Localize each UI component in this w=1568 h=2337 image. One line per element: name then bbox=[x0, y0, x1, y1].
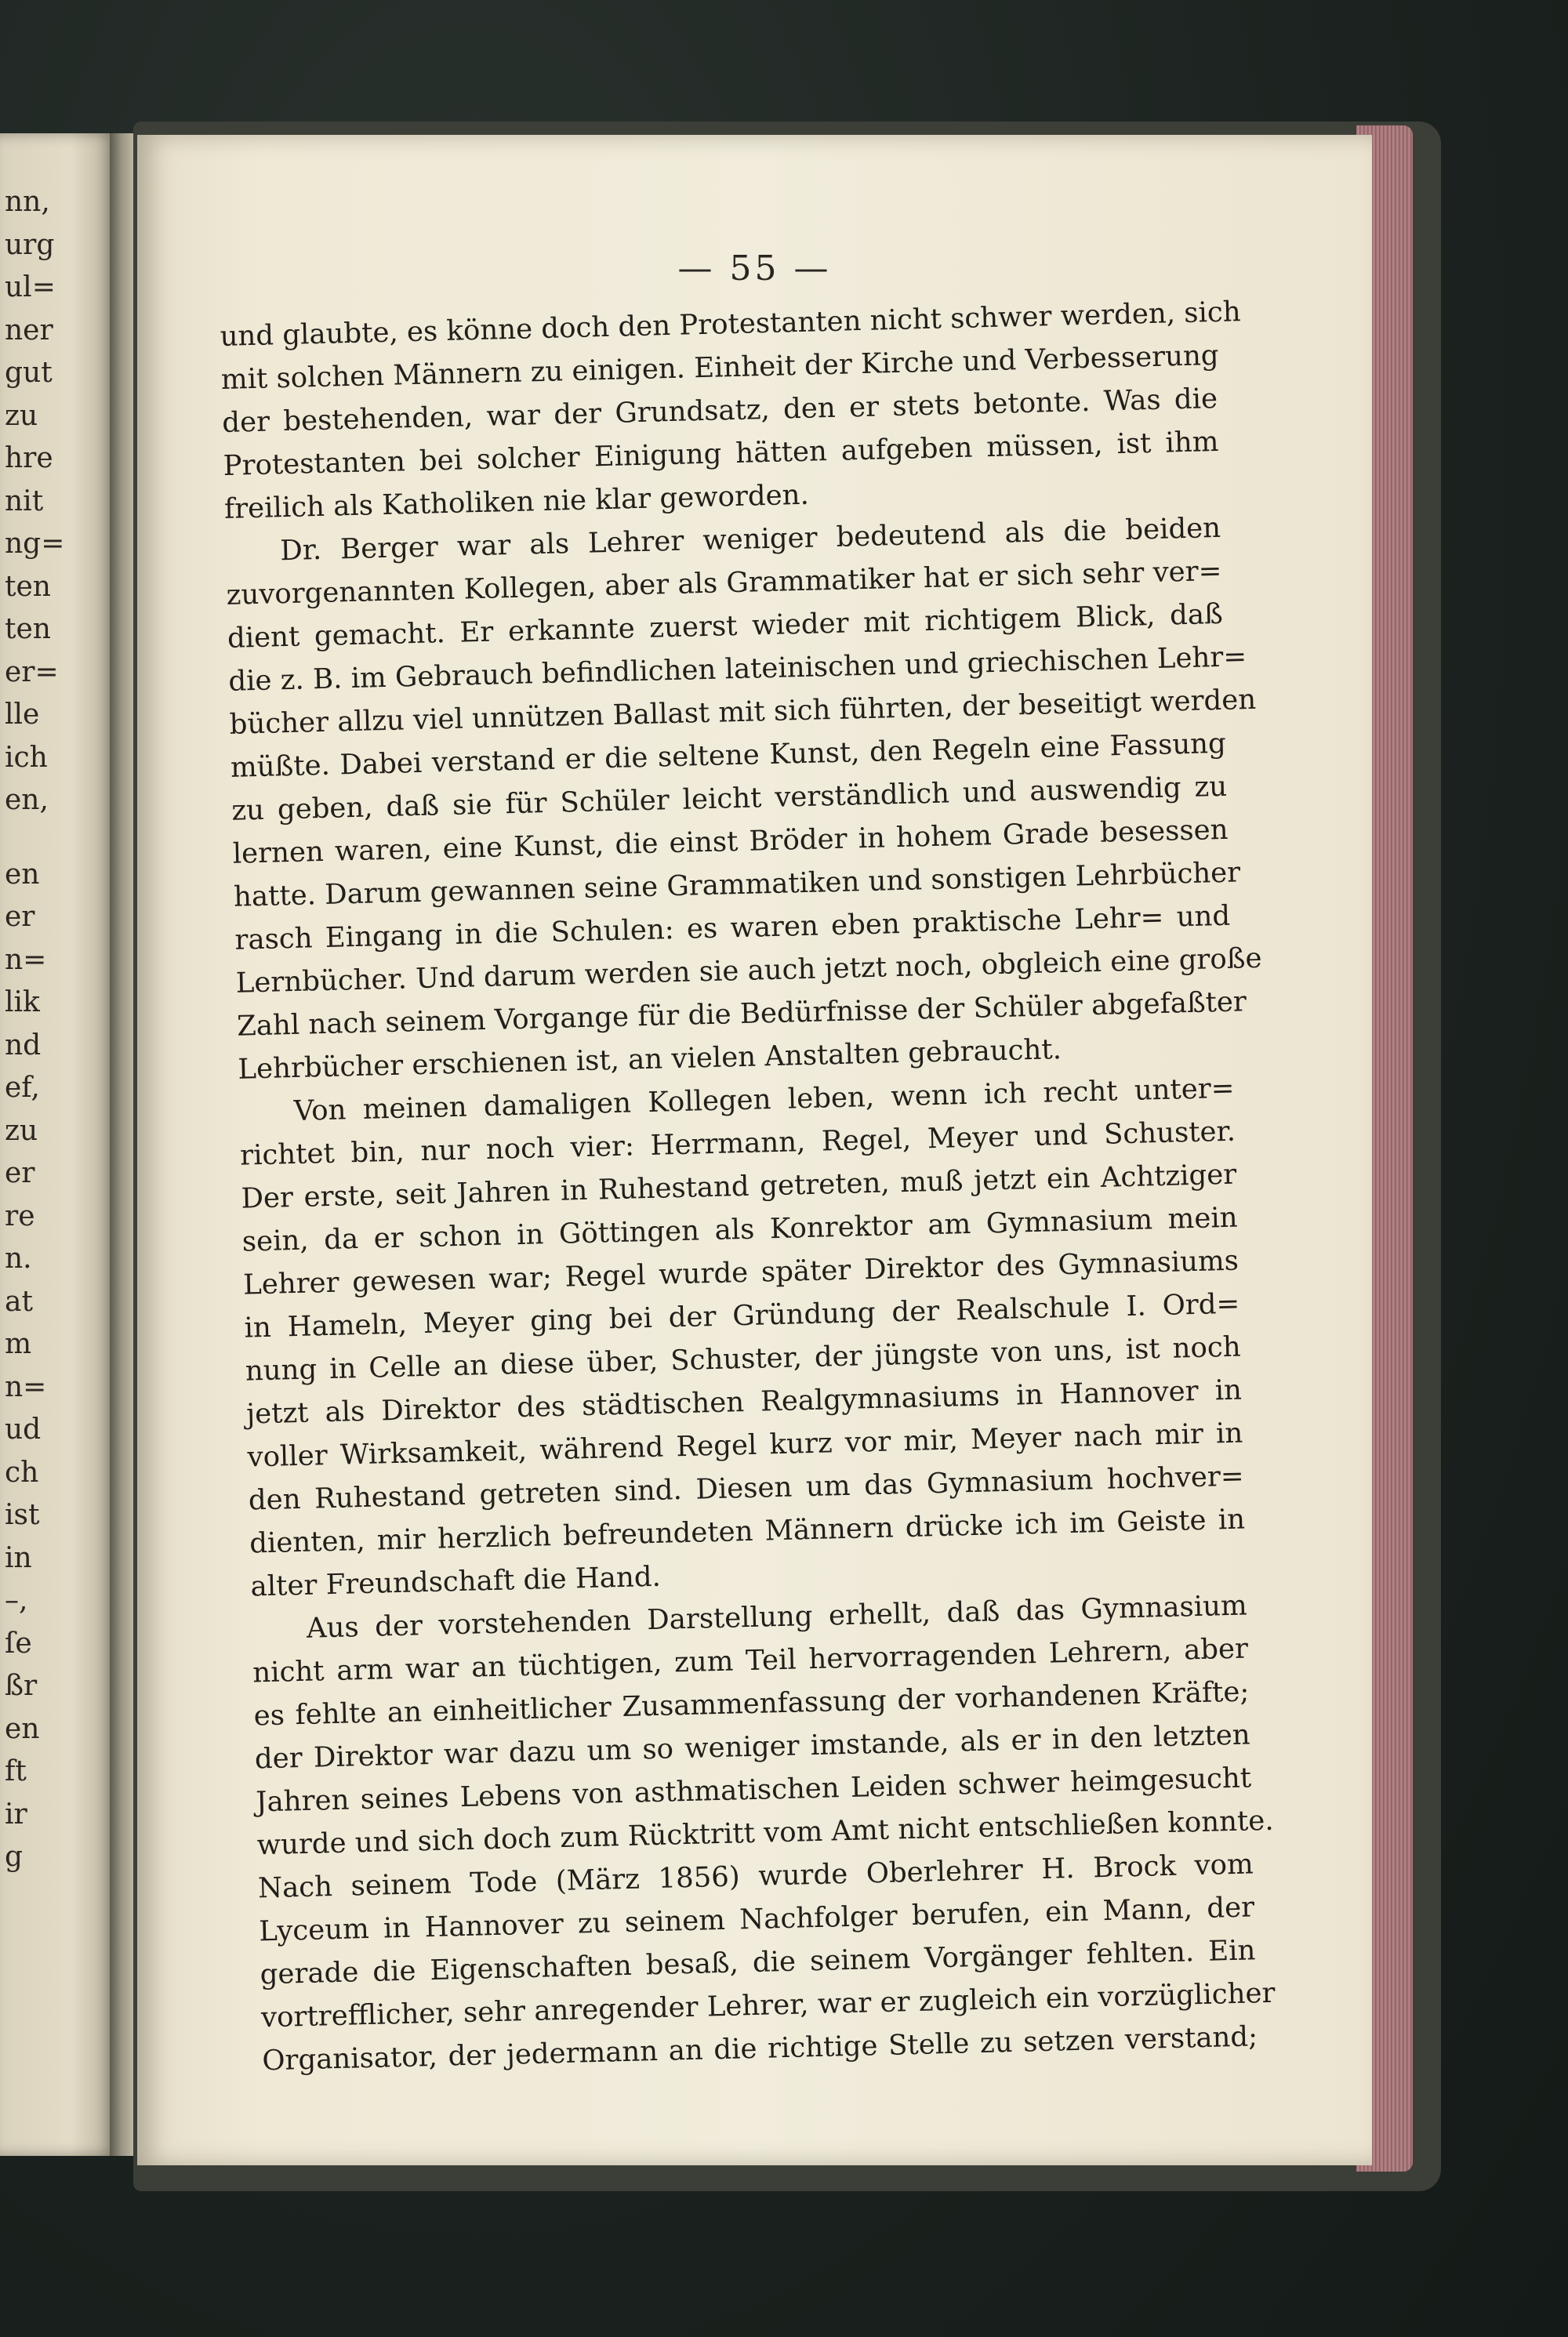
previous-page-fragment: lle bbox=[5, 699, 40, 731]
text-line: Der erste, seit Jahren in Ruhestand getreten, muß jetzt ein Achtziger bbox=[241, 1158, 1237, 1215]
previous-page-fragment: –, bbox=[5, 1584, 28, 1617]
text-line: rasch Eingang in die Schulen: es waren eben praktische Lehr= und bbox=[234, 899, 1231, 956]
body-text bbox=[220, 291, 1276, 2082]
text-line: Von meinen damaligen Kollegen leben, wenn ich recht unter= bbox=[293, 1072, 1235, 1127]
text-line: sein, da er schon in Göttingen als Konrektor am Gymnasium mein bbox=[241, 1201, 1239, 1258]
previous-page-fragment: ten bbox=[5, 570, 51, 603]
text-line: der Direktor war dazu um so weniger imstande, als er in den letzten bbox=[254, 1718, 1251, 1776]
previous-page-fragment: ir bbox=[5, 1798, 27, 1831]
previous-page-fragment: nd bbox=[5, 1029, 42, 1061]
text-line: gerade die Eigenschaften besaß, die seinem Vorgänger fehlten. Ein bbox=[260, 1934, 1256, 1991]
previous-page-fragment: ft bbox=[5, 1755, 27, 1787]
previous-page-fragment: ten bbox=[5, 613, 51, 645]
previous-page-fragment: hre bbox=[5, 442, 53, 474]
previous-page-fragment: nn, bbox=[5, 186, 50, 218]
previous-page-fragment: in bbox=[5, 1541, 32, 1574]
text-line: die z. B. im Gebrauch befindlichen lateinischen und griechischen Lehr= bbox=[227, 640, 1247, 698]
text-line: den Ruhestand getreten sind. Diesen um das Gymnasium hochver= bbox=[248, 1460, 1245, 1517]
previous-page-fragment: er bbox=[5, 901, 35, 933]
previous-page-fragment: nit bbox=[5, 484, 44, 517]
previous-page-fragment: ist bbox=[5, 1499, 40, 1531]
previous-page-fragment: gut bbox=[5, 357, 53, 389]
text-line: zuvorgenannten Kollegen, aber als Grammatiker hat er sich sehr ver= bbox=[226, 554, 1222, 611]
text-line: Protestanten bei solcher Einigung hätten aufgeben müssen, ist ihm bbox=[223, 425, 1219, 482]
previous-page-fragment: at bbox=[5, 1285, 33, 1318]
text-line: mit solchen Männern zu einigen. Einheit der Kirche und Verbesserung bbox=[220, 339, 1219, 396]
text-line: lernen waren, eine Kunst, die einst Bröder in hohem Grade besessen bbox=[232, 813, 1229, 870]
book-page bbox=[137, 135, 1372, 2165]
text-line: nicht arm war an tüchtigen, zum Teil hervorragenden Lehrern, aber bbox=[252, 1632, 1249, 1689]
text-line: Dr. Berger war als Lehrer weniger bedeutend als die beiden bbox=[279, 511, 1221, 568]
previous-page-fragment: ud bbox=[5, 1413, 42, 1446]
previous-page-fragment: ul= bbox=[5, 271, 56, 303]
previous-page-fragment: ng= bbox=[5, 528, 65, 560]
text-line: Zahl nach seinem Vorgange für die Bedürfnisse der Schüler abgefaßter bbox=[236, 985, 1247, 1043]
text-line: bücher allzu viel unnützen Ballast mit sich führten, der beseitigt werden bbox=[229, 683, 1257, 741]
previous-page-fragment: zu bbox=[5, 1114, 38, 1147]
text-line: Aus der vorstehenden Darstellung erhellt, daß das Gymnasium bbox=[306, 1589, 1248, 1645]
previous-page-fragment: g bbox=[5, 1841, 24, 1873]
previous-page-fragment: n. bbox=[5, 1243, 32, 1275]
text-line: freilich als Katholiken nie klar geworden. bbox=[223, 478, 810, 525]
previous-page-fragment: er bbox=[5, 1157, 35, 1189]
previous-page-fragment: zu bbox=[5, 399, 38, 432]
previous-page-fragment: ef, bbox=[5, 1072, 40, 1104]
text-line: Lehrer gewesen war; Regel wurde später Direktor des Gymnasiums bbox=[242, 1244, 1240, 1301]
text-line: Jahren seines Lebens von asthmatischen Leiden schwer heimgesucht bbox=[255, 1762, 1252, 1819]
previous-page-fragment: ich bbox=[5, 741, 48, 774]
page-number: — 55 — bbox=[677, 249, 832, 288]
text-line: müßte. Dabei verstand er die seltene Kunst, den Regeln eine Fassung bbox=[230, 727, 1227, 784]
text-line: vortrefflicher, sehr anregender Lehrer, war er zugleich ein vorzüglicher bbox=[260, 1976, 1276, 2034]
text-line: wurde und sich doch zum Rücktritt vom Amt nicht entschließen konnte. bbox=[256, 1804, 1275, 1862]
text-line: jetzt als Direktor des städtischen Realgymnasiums in Hannover in bbox=[245, 1374, 1243, 1431]
text-line: Organisator, der jedermann an die richtige Stelle zu setzen verstand; bbox=[261, 2020, 1258, 2078]
previous-page-fragment: ſe bbox=[5, 1627, 32, 1660]
text-line: und glaubte, es könne doch den Protestanten nicht schwer werden, sich bbox=[220, 296, 1242, 353]
text-line: in Hameln, Meyer ging bei der Gründung der Realschule I. Ord= bbox=[244, 1287, 1240, 1345]
previous-page-fragment: urg bbox=[5, 228, 55, 261]
text-line: hatte. Darum gewannen seine Grammatiken und sonstigen Lehrbücher bbox=[233, 856, 1241, 913]
previous-page-fragment: en, bbox=[5, 784, 49, 816]
previous-page-fragment: ner bbox=[5, 314, 53, 347]
text-line: richtet bin, nur noch vier: Herrmann, Regel, Meyer und Schuster. bbox=[239, 1115, 1236, 1172]
previous-page-fragment: n= bbox=[5, 1370, 47, 1403]
text-line: nung in Celle an diese über, Schuster, der jüngste von uns, ist noch bbox=[245, 1330, 1242, 1388]
previous-page-fragment: er= bbox=[5, 655, 59, 688]
previous-page-fragment: re bbox=[5, 1199, 35, 1232]
previous-page-fragment: m bbox=[5, 1328, 32, 1360]
previous-page-fragment: ßr bbox=[5, 1670, 38, 1702]
text-line: dienten, mir herzlich befreundeten Männern drücke ich im Geiste in bbox=[249, 1503, 1246, 1560]
text-line: es fehlte an einheitlicher Zusammenfassung der vorhandenen Kräfte; bbox=[253, 1675, 1250, 1733]
text-line: Lyceum in Hannover zu seinem Nachfolger berufen, ein Mann, der bbox=[258, 1891, 1255, 1948]
text-line: Lehrbücher erschienen ist, an vielen Anstalten gebraucht. bbox=[238, 1033, 1062, 1086]
text-line: voller Wirksamkeit, während Regel kurz vor mir, Meyer nach mir in bbox=[247, 1417, 1243, 1474]
previous-page-fragment: lik bbox=[5, 986, 40, 1018]
previous-page-fragment: ch bbox=[5, 1456, 39, 1489]
text-line: dient gemacht. Er erkannte zuerst wieder mit richtigem Blick, daß bbox=[227, 597, 1224, 655]
text-line: der bestehenden, war der Grundsatz, den er stets betonte. Was die bbox=[221, 382, 1218, 439]
previous-page-fragment: en bbox=[5, 1712, 40, 1745]
text-line: alter Freundschaft die Hand. bbox=[250, 1560, 662, 1603]
text-line: Lernbücher. Und darum werden sie auch jetzt noch, obgleich eine große bbox=[235, 942, 1262, 1000]
previous-page-strip bbox=[0, 133, 118, 2156]
text-line: Nach seinem Tode (März 1856) wurde Oberlehrer H. Brock vom bbox=[257, 1848, 1254, 1905]
text-line: zu geben, daß sie für Schüler leicht verständlich und auswendig zu bbox=[230, 770, 1228, 827]
previous-page-fragment: n= bbox=[5, 943, 47, 976]
previous-page-fragment: en bbox=[5, 858, 40, 891]
